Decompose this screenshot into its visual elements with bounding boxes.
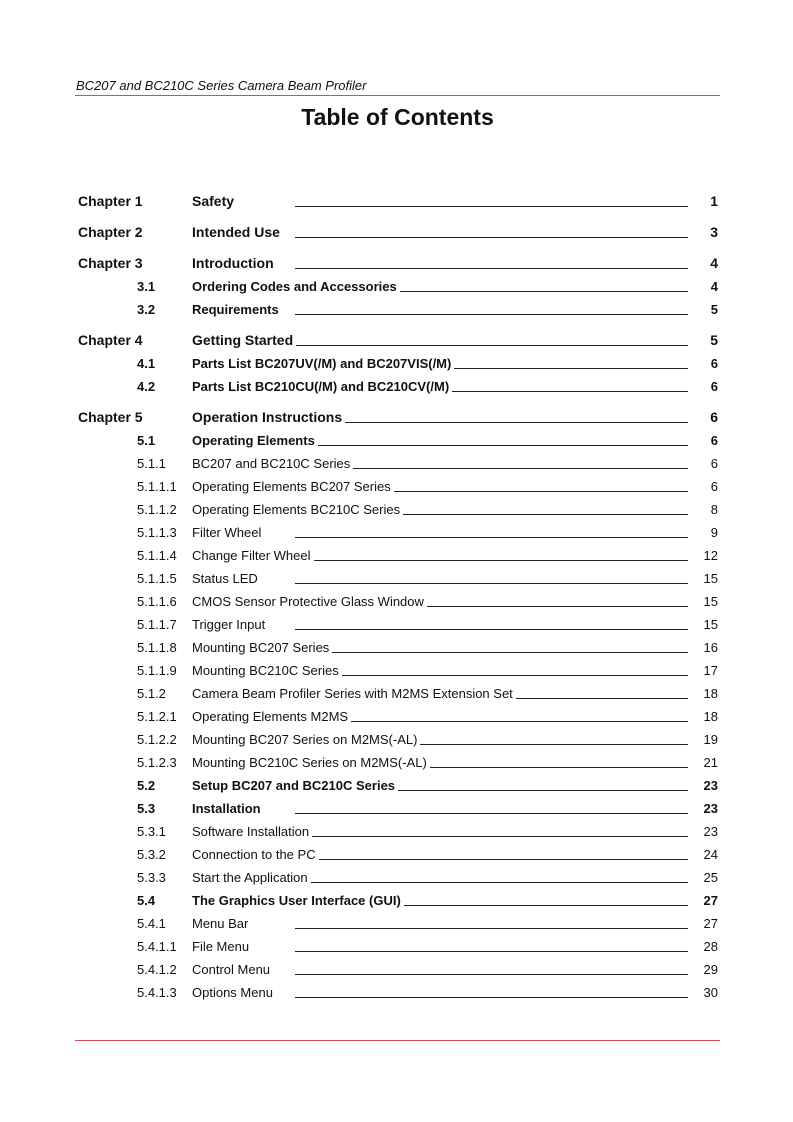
toc-page-number: 9 <box>710 525 718 540</box>
toc-section-number: 5.1.1.5 <box>137 571 177 586</box>
toc-leader-line <box>420 744 688 745</box>
toc-leader-line <box>332 652 688 653</box>
toc-page-number: 4 <box>710 279 718 294</box>
toc-page-number: 6 <box>710 456 718 471</box>
toc-section-number: 5.1.1.6 <box>137 594 177 609</box>
toc-leader-line <box>295 206 688 207</box>
toc-entry-title: Trigger Input <box>192 617 266 632</box>
toc-page-number: 5 <box>710 332 718 348</box>
toc-entry[interactable] <box>78 636 718 659</box>
toc-chapter-label: Chapter 4 <box>78 332 143 348</box>
toc-entry[interactable] <box>78 912 718 935</box>
toc-page-number: 30 <box>703 985 718 1000</box>
toc-leader-line <box>404 905 688 906</box>
toc-entry[interactable] <box>78 329 718 352</box>
toc-entry[interactable] <box>78 475 718 498</box>
toc-page-number: 6 <box>710 433 718 448</box>
running-header: BC207 and BC210C Series Camera Beam Profiler <box>76 78 367 93</box>
page-title: Table of Contents <box>301 104 494 130</box>
toc-section-number: 5.3.3 <box>137 870 166 885</box>
toc-leader-line <box>296 345 688 346</box>
toc-page-number: 18 <box>703 709 718 724</box>
toc-section-number: 5.1.2.2 <box>137 732 177 747</box>
toc-entry[interactable] <box>78 352 718 375</box>
toc-entry-title: Introduction <box>192 255 274 271</box>
toc-entry-title: Getting Started <box>192 332 294 348</box>
toc-entry-title: Change Filter Wheel <box>192 548 311 563</box>
toc-entry[interactable] <box>78 613 718 636</box>
toc-entry[interactable] <box>78 429 718 452</box>
toc-entry-title: Operating Elements M2MS <box>192 709 349 724</box>
toc-leader-line <box>394 491 688 492</box>
toc-page-number: 25 <box>703 870 718 885</box>
toc-chapter-label: Chapter 3 <box>78 255 143 271</box>
toc-entry[interactable] <box>78 275 718 298</box>
toc-leader-line <box>353 468 688 469</box>
toc-section-number: 5.1.1 <box>137 456 166 471</box>
toc-leader-line <box>400 291 688 292</box>
toc-entry-title: Menu Bar <box>192 916 249 931</box>
toc-entry-title: Camera Beam Profiler Series with M2MS Extension Set <box>192 686 513 701</box>
toc-entry-title: Operating Elements <box>192 433 315 448</box>
toc-page-number: 6 <box>710 379 718 394</box>
toc-entry[interactable] <box>78 521 718 544</box>
toc-entry[interactable] <box>78 298 718 321</box>
toc-entry[interactable] <box>78 544 718 567</box>
toc-entry-title: Mounting BC207 Series on M2MS(-AL) <box>192 732 418 747</box>
toc-page-number: 15 <box>703 571 718 586</box>
toc-section-number: 5.4.1.3 <box>137 985 177 1000</box>
toc-leader-line <box>295 951 688 952</box>
toc-leader-line <box>295 629 688 630</box>
toc-page-number: 6 <box>710 356 718 371</box>
toc-leader-line <box>295 974 688 975</box>
toc-entry-title: File Menu <box>192 939 250 954</box>
toc-leader-line <box>295 583 688 584</box>
toc-page-number: 5 <box>710 302 718 317</box>
toc-entry-title: Setup BC207 and BC210C Series <box>192 778 396 793</box>
toc-page-number: 21 <box>703 755 718 770</box>
header-rule <box>75 95 720 96</box>
toc-leader-line <box>295 997 688 998</box>
toc-page-number: 24 <box>703 847 718 862</box>
toc-page-number: 19 <box>703 732 718 747</box>
toc-entry[interactable] <box>78 981 718 1004</box>
toc-page-number: 6 <box>710 409 718 425</box>
toc-page-number: 23 <box>703 824 718 839</box>
toc-section-number: 5.1.2.1 <box>137 709 177 724</box>
toc-section-number: 3.1 <box>137 279 156 294</box>
toc-leader-line <box>430 767 688 768</box>
toc-leader-line <box>295 928 688 929</box>
toc-entry[interactable] <box>78 866 718 889</box>
toc-leader-line <box>345 422 688 423</box>
toc-entry[interactable] <box>78 843 718 866</box>
toc-chapter-label: Chapter 1 <box>78 193 143 209</box>
toc-leader-line <box>295 813 688 814</box>
toc-entry-title: CMOS Sensor Protective Glass Window <box>192 594 424 609</box>
toc-page-number: 23 <box>703 801 718 816</box>
toc-entry-title: Control Menu <box>192 962 271 977</box>
toc-leader-line <box>454 368 688 369</box>
toc-section-number: 5.4.1.2 <box>137 962 177 977</box>
toc-leader-line <box>295 268 688 269</box>
toc-section-number: 5.1.1.9 <box>137 663 177 678</box>
toc-section-number: 5.1.2 <box>137 686 166 701</box>
toc-section-number: 5.1.1.3 <box>137 525 177 540</box>
toc-entry-title: Operating Elements BC207 Series <box>192 479 391 494</box>
toc-section-number: 5.3.2 <box>137 847 166 862</box>
toc-page-number: 16 <box>703 640 718 655</box>
toc-page-number: 15 <box>703 617 718 632</box>
toc-entry[interactable] <box>78 190 718 213</box>
toc-entry[interactable] <box>78 375 718 398</box>
toc-entry[interactable] <box>78 682 718 705</box>
toc-entry[interactable] <box>78 820 718 843</box>
toc-page-number: 1 <box>710 193 718 209</box>
toc-leader-line <box>516 698 688 699</box>
toc-leader-line <box>295 237 688 238</box>
toc-section-number: 5.1.1.1 <box>137 479 177 494</box>
toc-chapter-label: Chapter 5 <box>78 409 143 425</box>
toc-entry[interactable] <box>78 774 718 797</box>
toc-entry-title: Safety <box>192 193 235 209</box>
toc-entry[interactable] <box>78 567 718 590</box>
toc-entry-title: Mounting BC210C Series on M2MS(-AL) <box>192 755 427 770</box>
toc-entry-title: Status LED <box>192 571 258 586</box>
toc-entry-title: The Graphics User Interface (GUI) <box>192 893 401 908</box>
toc-entry[interactable] <box>78 498 718 521</box>
toc-leader-line <box>318 445 688 446</box>
toc-section-number: 5.4 <box>137 893 156 908</box>
toc-leader-line <box>295 537 688 538</box>
toc-leader-line <box>342 675 688 676</box>
toc-entry[interactable] <box>78 406 718 429</box>
toc-entry[interactable] <box>78 935 718 958</box>
toc-entry-title: Software Installation <box>192 824 310 839</box>
toc-leader-line <box>351 721 688 722</box>
toc-page-number: 12 <box>703 548 718 563</box>
toc-entry[interactable] <box>78 659 718 682</box>
toc-entry[interactable] <box>78 728 718 751</box>
toc-section-number: 4.1 <box>137 356 156 371</box>
footer-rule <box>75 1040 720 1041</box>
toc-section-number: 3.2 <box>137 302 156 317</box>
toc-page-number: 6 <box>710 479 718 494</box>
toc-page-number: 18 <box>703 686 718 701</box>
toc-entry[interactable] <box>78 452 718 475</box>
toc-section-number: 4.2 <box>137 379 156 394</box>
toc-entry-title: Parts List BC207UV(/M) and BC207VIS(/M) <box>192 356 452 371</box>
toc-leader-line <box>403 514 688 515</box>
toc-leader-line <box>427 606 688 607</box>
toc-entry-title: Operation Instructions <box>192 409 343 425</box>
toc-entry[interactable] <box>78 252 718 275</box>
toc-entry-title: Options Menu <box>192 985 273 1000</box>
toc-entry-title: Connection to the PC <box>192 847 316 862</box>
toc-entry[interactable] <box>78 751 718 774</box>
toc-page-number: 28 <box>703 939 718 954</box>
toc-page-number: 3 <box>710 224 718 240</box>
toc-section-number: 5.1.1.7 <box>137 617 177 632</box>
toc-leader-line <box>314 560 689 561</box>
toc-page-number: 17 <box>703 663 718 678</box>
toc-leader-line <box>319 859 688 860</box>
toc-page-number: 27 <box>703 916 718 931</box>
toc-entry-title: Installation <box>192 801 261 816</box>
toc-entry-title: Ordering Codes and Accessories <box>192 279 397 294</box>
toc-section-number: 5.3 <box>137 801 156 816</box>
toc-entry[interactable] <box>78 221 718 244</box>
toc-section-number: 5.1.1.2 <box>137 502 177 517</box>
toc-entry[interactable] <box>78 705 718 728</box>
toc-page-number: 8 <box>710 502 718 517</box>
toc-entry-title: Parts List BC210CU(/M) and BC210CV(/M) <box>192 379 450 394</box>
toc-leader-line <box>452 391 688 392</box>
toc-entry[interactable] <box>78 889 718 912</box>
toc-section-number: 5.1 <box>137 433 156 448</box>
toc-section-number: 5.3.1 <box>137 824 166 839</box>
toc-entry[interactable] <box>78 797 718 820</box>
toc-section-number: 5.1.1.4 <box>137 548 177 563</box>
toc-leader-line <box>311 882 688 883</box>
toc-chapter-label: Chapter 2 <box>78 224 143 240</box>
toc-entry-title: Requirements <box>192 302 279 317</box>
toc-entry-title: Intended Use <box>192 224 280 240</box>
toc-page-number: 15 <box>703 594 718 609</box>
toc-leader-line <box>398 790 688 791</box>
toc-section-number: 5.1.1.8 <box>137 640 177 655</box>
toc-page-number: 23 <box>703 778 718 793</box>
toc-entry-title: Mounting BC207 Series <box>192 640 330 655</box>
toc-entry-title: Filter Wheel <box>192 525 262 540</box>
toc-page-number: 4 <box>710 255 718 271</box>
toc-entry-title: Operating Elements BC210C Series <box>192 502 401 517</box>
toc-entry[interactable] <box>78 590 718 613</box>
toc-entry-title: BC207 and BC210C Series <box>192 456 351 471</box>
toc-section-number: 5.1.2.3 <box>137 755 177 770</box>
table-of-contents <box>78 190 718 1004</box>
toc-entry[interactable] <box>78 958 718 981</box>
toc-section-number: 5.2 <box>137 778 156 793</box>
toc-section-number: 5.4.1 <box>137 916 166 931</box>
toc-entry-title: Mounting BC210C Series <box>192 663 339 678</box>
toc-entry-title: Start the Application <box>192 870 308 885</box>
toc-leader-line <box>295 314 688 315</box>
toc-section-number: 5.4.1.1 <box>137 939 177 954</box>
toc-page-number: 27 <box>703 893 718 908</box>
toc-page-number: 29 <box>703 962 718 977</box>
toc-leader-line <box>312 836 688 837</box>
